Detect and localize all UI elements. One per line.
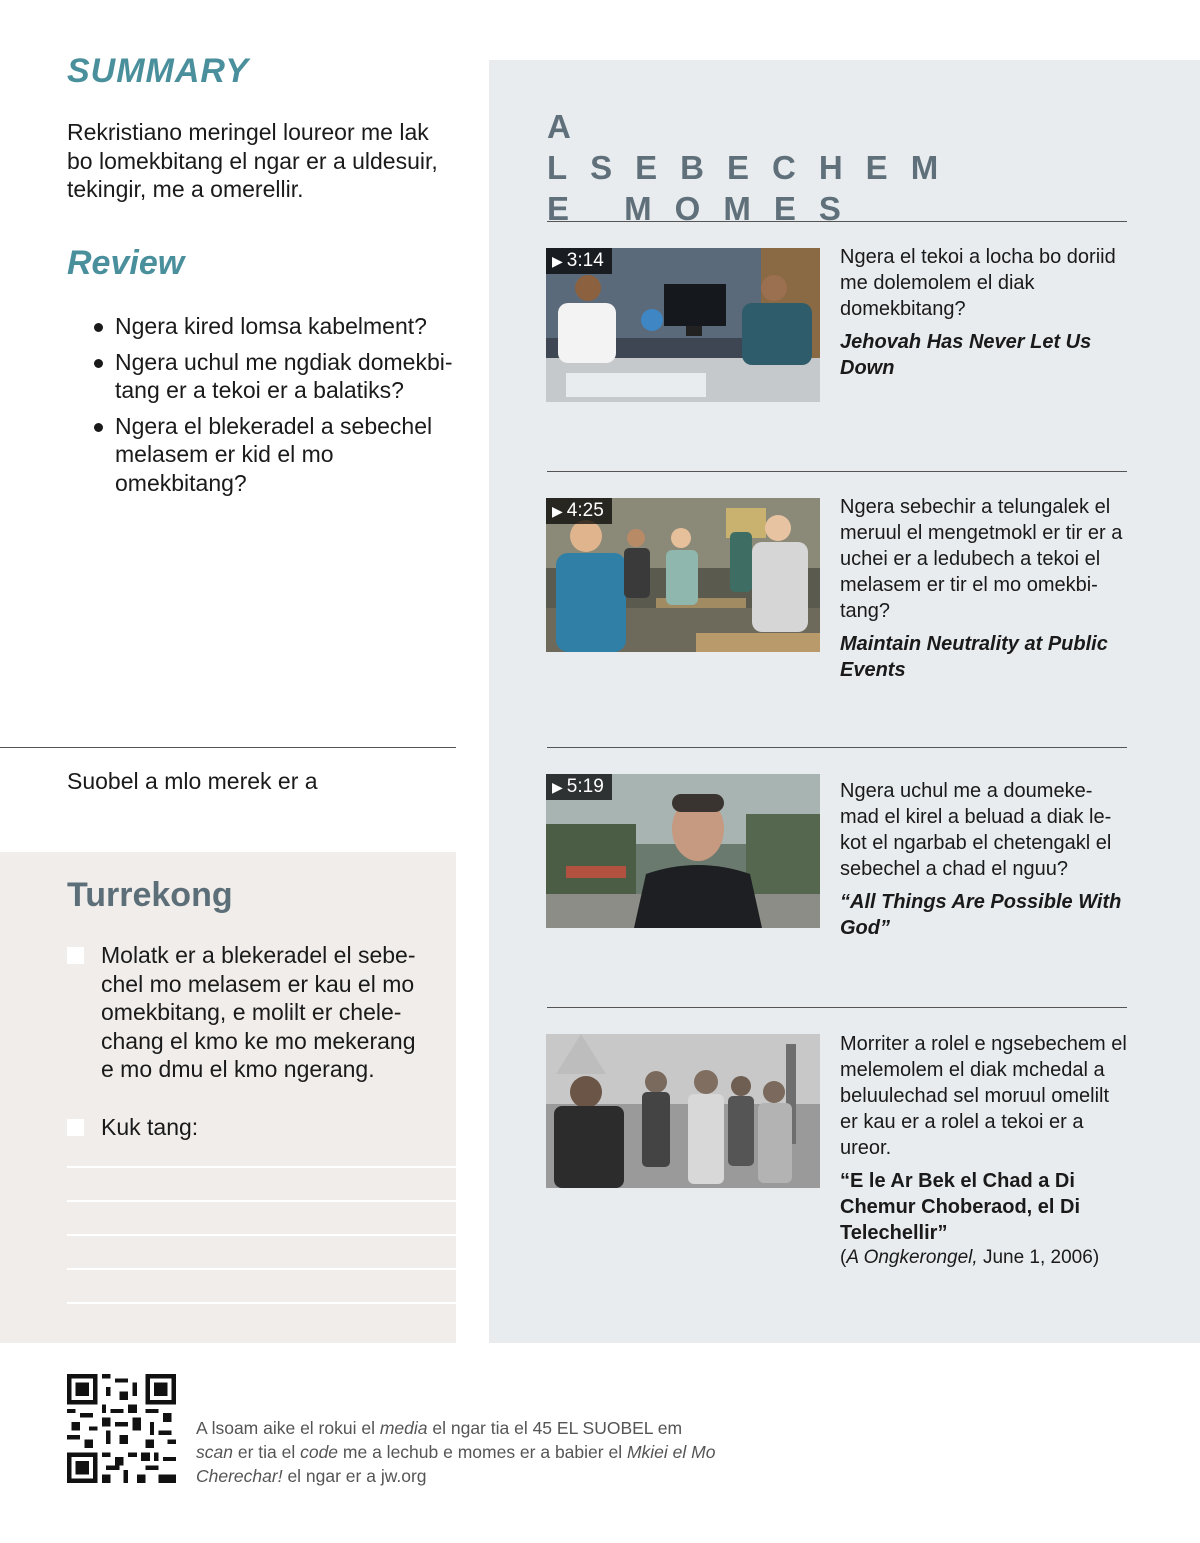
video-title-link[interactable]: Jehovah Has Never Let Us Down bbox=[840, 331, 1092, 379]
section-divider bbox=[547, 747, 1127, 748]
goals-title: Turrekong bbox=[67, 876, 233, 914]
writing-line[interactable] bbox=[67, 1268, 456, 1270]
qr-code-icon[interactable] bbox=[67, 1374, 176, 1483]
video-duration: ▶ 4:25 bbox=[546, 498, 612, 524]
video-question: Ngera sebechir a telungalek el meruul el mengetmokl er tir er a uchei er a ledubech a tekoi el melasem er tir el mo omekbi-tang? bbox=[840, 496, 1123, 622]
section-divider bbox=[547, 221, 1127, 222]
article-thumbnail[interactable] bbox=[546, 1034, 820, 1188]
section-divider bbox=[547, 471, 1127, 472]
review-list bbox=[92, 312, 462, 504]
source-publication: A Ongkerongel, bbox=[846, 1247, 978, 1268]
goal-item[interactable] bbox=[67, 941, 427, 1084]
review-title: Review bbox=[67, 244, 185, 282]
video-thumbnail[interactable] bbox=[546, 498, 820, 652]
play-icon: ▶ bbox=[552, 253, 563, 269]
next-lesson-text: Suobel a mlo merek er a bbox=[67, 768, 318, 794]
writing-line[interactable] bbox=[67, 1200, 456, 1202]
video-question: Ngera uchul me a doumeke-mad el kirel a beluad a diak le-kot el ngarbab el chetengakl el sebechel a chad el nguu? bbox=[840, 780, 1112, 880]
goal-item[interactable] bbox=[67, 1113, 427, 1142]
video-duration: ▶ 3:14 bbox=[546, 248, 612, 274]
source-date: June 1, 2006 bbox=[982, 1247, 1093, 1268]
goal-checkbox[interactable] bbox=[67, 947, 84, 964]
play-icon: ▶ bbox=[552, 503, 563, 519]
writing-line[interactable] bbox=[67, 1234, 456, 1236]
footer-note: A lsoam aike el rokui el media el ngar tia el 45 EL SUOBEL em scan er tia el code me a lechub e momes er a babier el Mkiei el Mo Cherechar! el ngar er a jw.org bbox=[196, 1418, 716, 1486]
review-item: Ngera el blekeradel a sebechel melasem er kid el mo omekbitang? bbox=[92, 412, 462, 498]
video-duration: ▶ 5:19 bbox=[546, 774, 612, 800]
video-title-link[interactable]: “All Things Are Possible With God” bbox=[840, 891, 1122, 939]
summary-title: SUMMARY bbox=[67, 52, 250, 90]
video-title-link[interactable]: Maintain Neutrality at Public Events bbox=[840, 633, 1108, 681]
review-item: Ngera kired lomsa kabelment? bbox=[92, 312, 462, 341]
video-thumbnail[interactable] bbox=[546, 248, 820, 402]
goal-text: Kuk tang: bbox=[101, 1114, 199, 1140]
summary-text: Rekristiano meringel loureor me lak bo lomekbitang el ngar er a uldesuir, tekingir, me a omerellir. bbox=[67, 119, 438, 202]
article-title-link[interactable]: “E le Ar Bek el Chad a Di Chemur Choberaod, el Di Telechellir” bbox=[840, 1170, 1081, 1244]
goal-checkbox[interactable] bbox=[67, 1119, 84, 1136]
explore-title: A LSEBECHEM E MOMES bbox=[547, 108, 962, 227]
left-divider bbox=[0, 747, 456, 748]
video-thumbnail[interactable] bbox=[546, 774, 820, 928]
play-icon: ▶ bbox=[552, 779, 563, 795]
writing-line[interactable] bbox=[67, 1166, 456, 1168]
video-question: Ngera el tekoi a locha bo doriid me dolemolem el diak domekbitang? bbox=[840, 246, 1116, 320]
section-divider bbox=[547, 1007, 1127, 1008]
article-question: Morriter a rolel e ngsebechem el melemolem el diak mchedal a beluulechad sel moruul omelilt er kau er a rolel a tekoi er a ureor. bbox=[840, 1033, 1127, 1159]
illustration-image bbox=[546, 1034, 820, 1188]
review-item: Ngera uchul me ngdiak domekbi-tang er a tekoi er a balatiks? bbox=[92, 348, 462, 405]
writing-line[interactable] bbox=[67, 1302, 456, 1304]
article-source: (A Ongkerongel, June 1, 2006) bbox=[840, 1247, 1100, 1268]
goal-text: Molatk er a blekeradel el sebe-chel mo melasem er kau el mo omekbitang, e molilt er chele-chang el kmo ke mo mekerang e mo dmu el kmo ngerang. bbox=[101, 942, 416, 1082]
